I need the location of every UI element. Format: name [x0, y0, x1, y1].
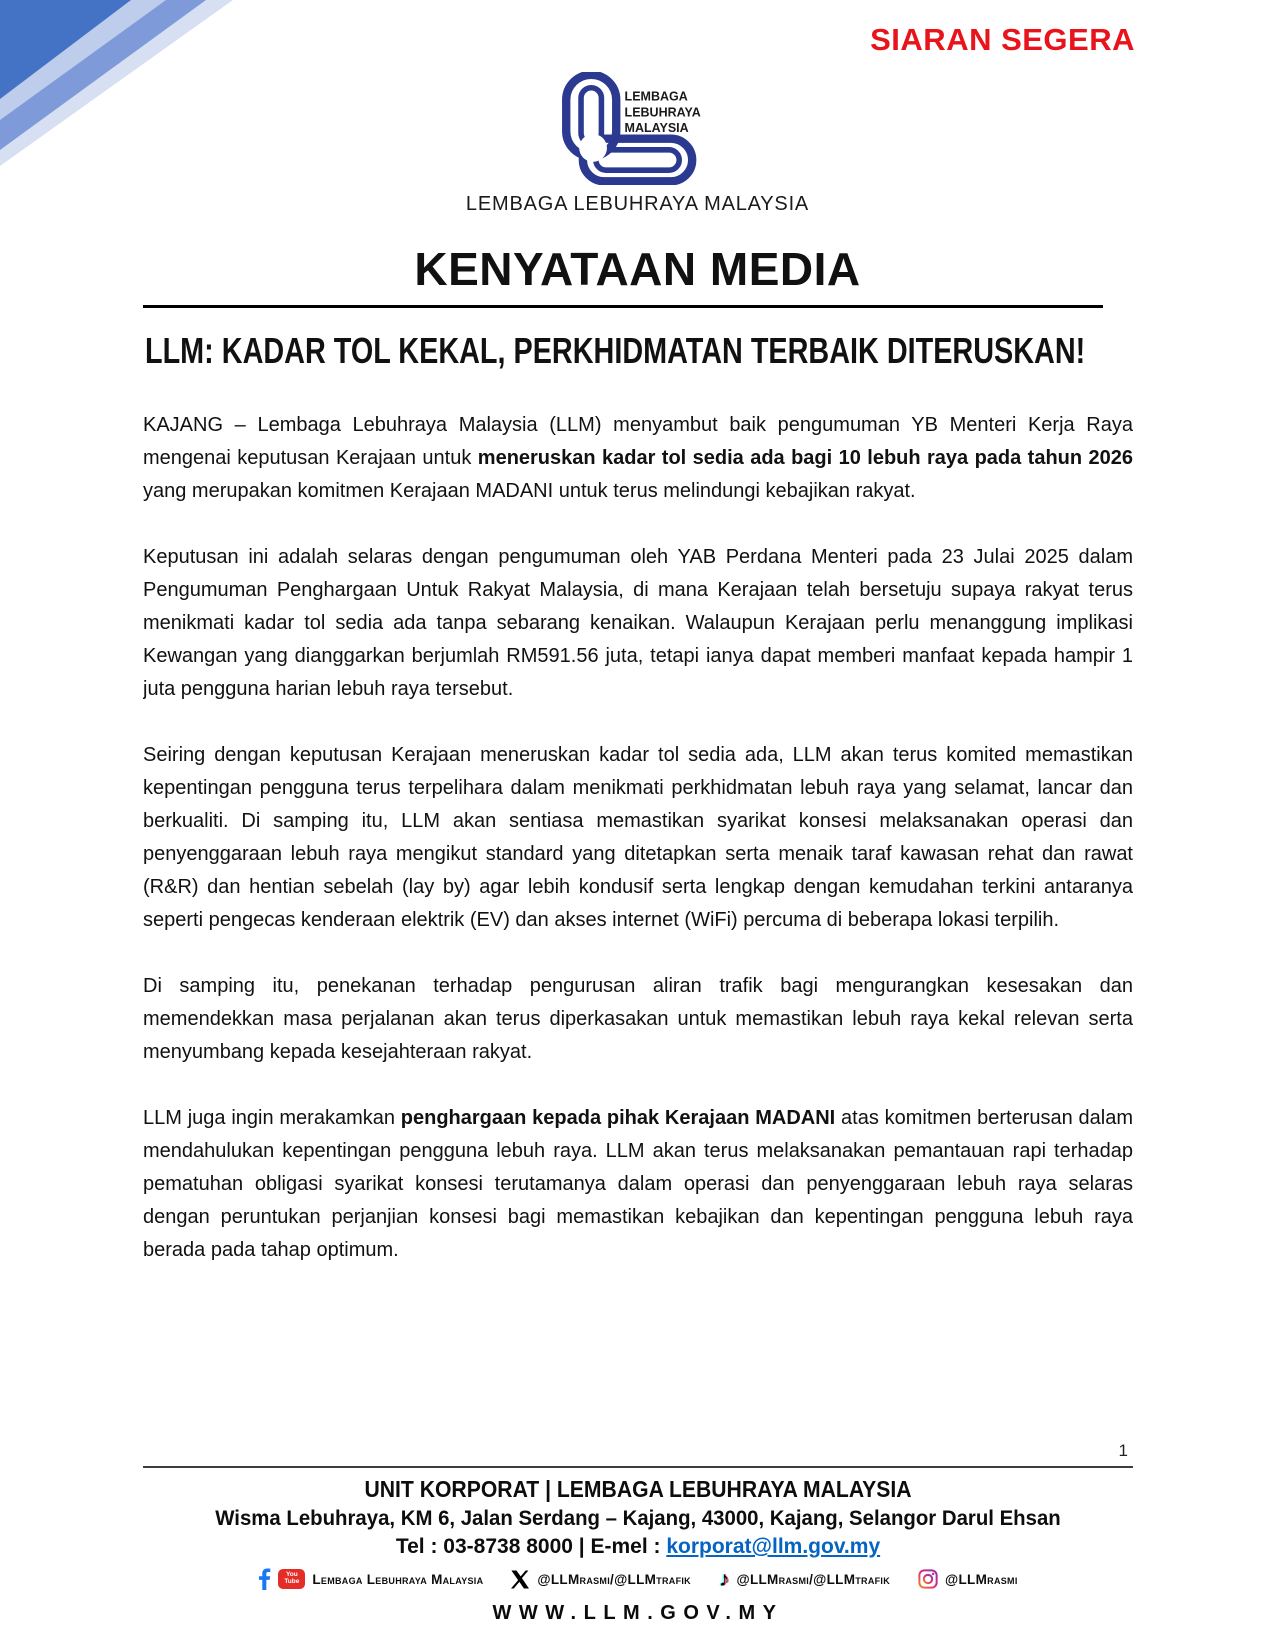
logo-text-line2: LEBUHRAYA — [624, 105, 701, 120]
logo-junction-dot — [579, 134, 607, 162]
footer-tel-label: Tel : 03-8738 8000 | E-mel : — [395, 1535, 667, 1558]
youtube-icon — [278, 1569, 305, 1589]
body-paragraphs — [143, 409, 1133, 1427]
x-twitter-icon — [511, 1570, 530, 1589]
title-rule — [143, 305, 1103, 308]
social-label-instagram: @LLMrasmi — [945, 1571, 1018, 1587]
paragraph: LLM juga ingin merakamkan penghargaan kepada pihak Kerajaan MADANI atas komitmen berterusan dalam mendahulukan kepentingan pengguna lebuh raya. LLM akan terus melaksanakan pemantauan rapi terhadap pematuhan obligasi syarikat konsesi terutamanya dalam operasi dan penyenggaraan lebuh raya selaras dengan peruntukan perjanjian konsesi bagi memastikan kebajikan dan kepentingan pengguna lebuh raya berada pada tahap optimum. — [143, 1107, 1133, 1261]
paragraph: KAJANG – Lembaga Lebuhraya Malaysia (LLM) menyambut baik pengumuman YB Menteri Kerja Raya mengenai keputusan Kerajaan untuk meneruskan kadar tol sedia ada bagi 10 lebuh raya pada tahun 2026 yang merupakan komitmen Kerajaan MADANI untuk terus melindungi kebajikan rakyat. — [143, 414, 1133, 502]
social-tiktok — [719, 1569, 890, 1590]
paragraph: Seiring dengan keputusan Kerajaan meneruskan kadar tol sedia ada, LLM akan terus komited memastikan kepentingan pengguna terus terpelihara dalam menikmati perkhidmatan lebuh raya yang selamat, lancar dan berkualiti. Di samping itu, LLM akan sentiasa memastikan syarikat konsesi melaksanakan operasi dan penyenggaraan lebuh raya mengikut standard yang ditetapkan serta menaik taraf kawasan rehat dan rawat (R&R) dan hentian sebelah (lay by) agar lebih kondusif serta lengkap dengan kemudahan terkini antaranya seperti pengecas kenderaan elektrik (EV) dan akses internet (WiFi) percuma di beberapa lokasi terpilih. — [143, 744, 1133, 931]
logo-text-line3: MALAYSIA — [624, 121, 689, 136]
logo-caption: LEMBAGA LEBUHRAYA MALAYSIA — [465, 193, 810, 215]
footer-rule — [143, 1466, 1133, 1468]
social-label-tiktok: @LLMrasmi/@LLMtrafik — [736, 1571, 891, 1587]
youtube-text-bottom: Tube — [284, 1578, 300, 1585]
social-row — [143, 1568, 1133, 1590]
release-status-label: SIARAN SEGERA — [870, 22, 1135, 57]
headline: LLM: KADAR TOL KEKAL, PERKHIDMATAN TERBAIK DITERUSKAN! — [145, 330, 1086, 371]
footer-org-line: UNIT KORPORAT | LEMBAGA LEBUHRAYA MALAYSIA — [364, 1476, 912, 1502]
social-facebook-youtube — [258, 1568, 483, 1590]
llm-logo — [538, 72, 738, 185]
facebook-icon — [258, 1568, 271, 1590]
corner-decoration — [0, 0, 235, 168]
footer-address-line: Wisma Lebuhraya, KM 6, Jalan Serdang – Kajang, 43000, Kajang, Selangor Darul Ehsan — [215, 1507, 1061, 1530]
paragraph: Keputusan ini adalah selaras dengan pengumuman oleh YAB Perdana Menteri pada 23 Julai 2025 dalam Pengumuman Penghargaan Untuk Rakyat Malaysia, di mana Kerajaan telah bersetuju supaya rakyat terus menikmati kadar tol sedia ada tanpa sebarang kenaikan. Walaupun Kerajaan perlu menanggung implikasi Kewangan yang dianggarkan berjumlah RM591.56 juta, tetapi ianya dapat memberi manfaat kepada hampir 1 juta pengguna harian lebuh raya tersebut. — [143, 546, 1133, 700]
page-number: 1 — [1118, 1441, 1128, 1460]
social-label-facebook-youtube: Lembaga Lebuhraya Malaysia — [312, 1571, 484, 1587]
footer — [143, 1466, 1133, 1625]
social-label-x: @LLMrasmi/@LLMtrafik — [537, 1571, 691, 1587]
social-x — [511, 1570, 691, 1589]
footer-email-link[interactable]: korporat@llm.gov.my — [666, 1535, 881, 1558]
document-title: KENYATAAN MEDIA — [414, 243, 861, 295]
social-instagram — [918, 1569, 1018, 1589]
paragraph: Di samping itu, penekanan terhadap pengurusan aliran trafik bagi mengurangkan kesesakan dan memendekkan masa perjalanan akan terus diperkasakan untuk memastikan lebuh raya kekal relevan serta menyumbang kepada kesejahteraan rakyat. — [143, 975, 1133, 1063]
footer-website: WWW.LLM.GOV.MY — [492, 1602, 784, 1624]
logo-text-line1: LEMBAGA — [624, 89, 688, 104]
footer-contact-line — [143, 1535, 1133, 1559]
youtube-text-top: You — [285, 1571, 298, 1579]
instagram-icon — [918, 1569, 938, 1589]
tiktok-icon — [719, 1569, 730, 1590]
